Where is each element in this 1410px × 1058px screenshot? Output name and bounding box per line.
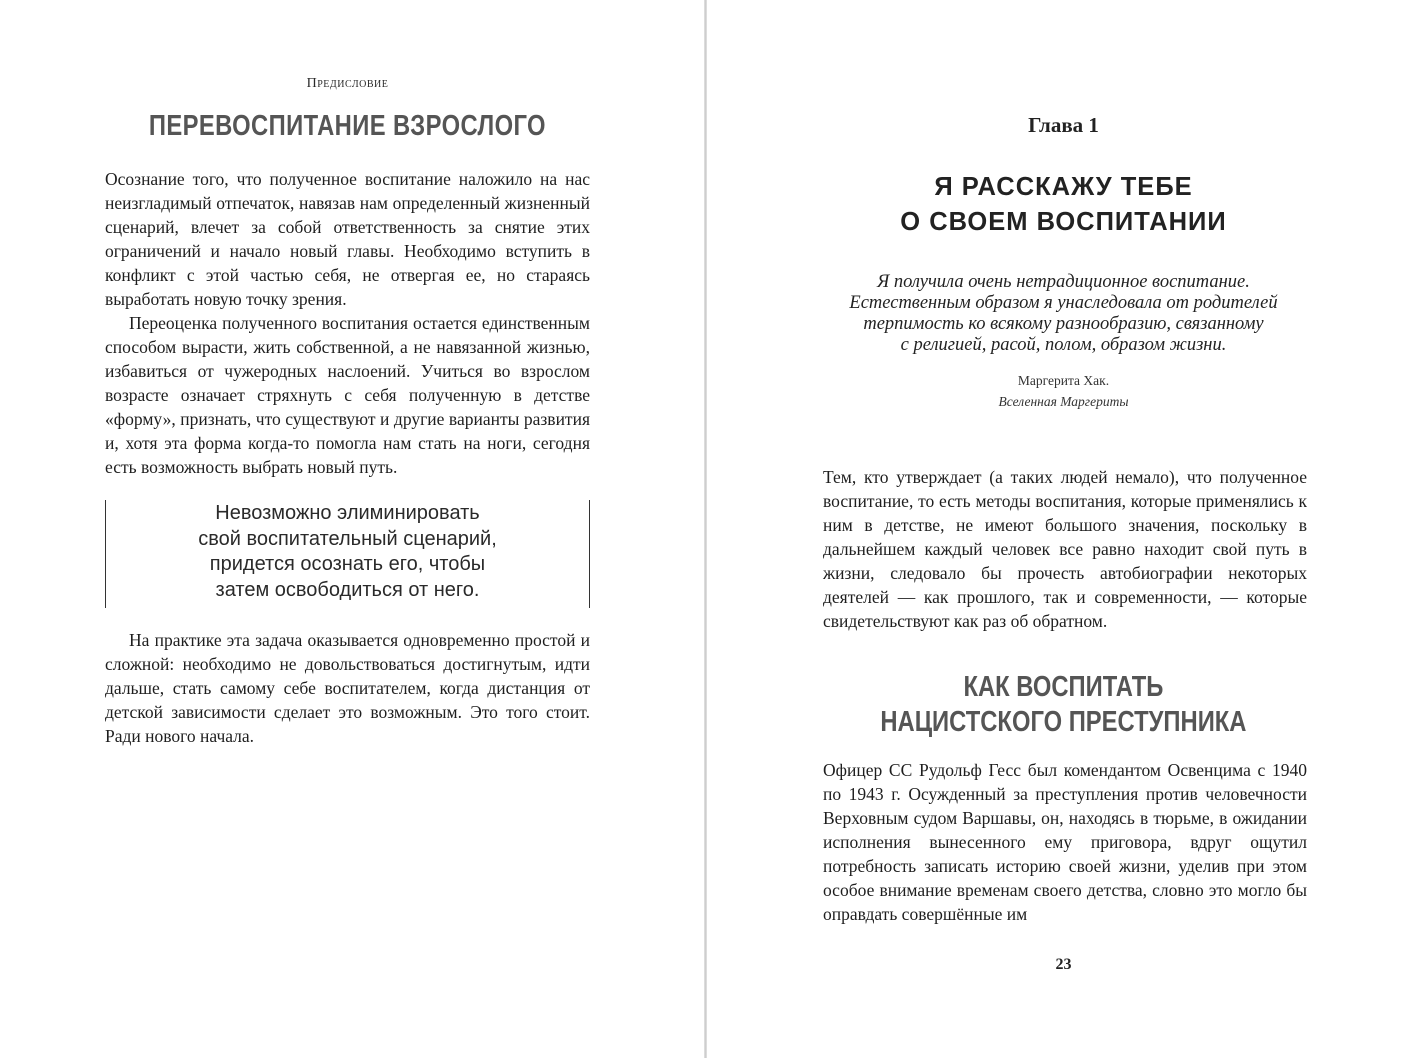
chapter-title xyxy=(707,170,1410,240)
epigraph-line: Естественным образом я унаследовала от родителей xyxy=(849,293,1278,313)
body-text xyxy=(823,758,1307,926)
pull-quote xyxy=(105,500,590,608)
epigraph-line: Я получила очень нетрадиционное воспитание. xyxy=(877,272,1250,292)
epigraph-line: с религией, расой, полом, образом жизни. xyxy=(900,335,1227,355)
chapter-title-line: Я РАССКАЖУ ТЕБЕ xyxy=(934,173,1193,201)
paragraph: Переоценка полученного воспитания остается единственным способом вырасти, жить собственной, а не навязанной жизнью, избавиться от чужеродных наслоений. Учиться во взрослом возрасте означает стряхнуть с себя полученную в детстве «форму», признать, что существуют и другие варианты развития и, хотя эта форма когда-то помогла нам стать на ноги, сегодня есть возможность выбрать новый путь. xyxy=(105,313,590,477)
pull-quote-line: Невозможно элиминировать xyxy=(215,502,480,524)
right-page xyxy=(707,0,1410,1058)
page-number: 23 xyxy=(1055,956,1072,973)
chapter-label: Глава 1 xyxy=(1028,113,1099,137)
section-title xyxy=(771,670,1356,740)
epigraph-author: Маргерита Хак. xyxy=(1017,373,1110,388)
section-title-line: НАЦИСТСКОГО ПРЕСТУПНИКА xyxy=(880,706,1247,738)
paragraph: Осознание того, что полученное воспитание наложило на нас неизгладимый отпечаток, навязав нам определенный жизненный сценарий, влечет за собой ответственность за снятие этих ограничений и начало новый главы. Необходимо вступить в конфликт с этой частью себя, не отвергая ее, но стараясь выработать новую точку зрения. xyxy=(105,169,590,309)
chapter-title-line: О СВОЕМ ВОСПИТАНИИ xyxy=(900,208,1227,236)
pull-quote-line: затем освободиться от него. xyxy=(215,578,480,601)
body-text xyxy=(105,167,590,479)
epigraph-source: Вселенная Маргериты xyxy=(998,394,1129,409)
pull-quote-line: придется осознать его, чтобы xyxy=(209,553,486,575)
section-title: ПЕРЕВОСПИТАНИЕ ВЗРОСЛОГО xyxy=(148,110,546,142)
section-title-line: КАК ВОСПИТАТЬ xyxy=(963,671,1164,703)
paragraph: Тем, кто утверждает (а таких людей немало), что полученное воспитание, то есть методы воспитания, которые применялись к ним в детстве, не имеют большого значения, поскольку в дальнейшем каждый человек все равно находит свой путь в жизни, следовало бы прочесть автобиографии некоторых деятелей — как прошлого, так и современности, — которые свидетельствуют как раз об обратном. xyxy=(823,467,1307,631)
paragraph: Офицер СС Рудольф Гесс был комендантом Освенцима с 1940 по 1943 г. Осужденный за преступления против человечности Верховным судом Варшавы, он, находясь в тюрьме, в ожидании исполнения вынесенного ему приговора, вдруг ощутил потребность записать историю своей жизни, уделив при этом особое внимание временам своего детства, словно это могло бы оправдать совершённые им xyxy=(823,760,1307,924)
body-text xyxy=(823,465,1307,633)
paragraph: На практике эта задача оказывается одновременно простой и сложной: необходимо не довольствоваться достигнутым, идти дальше, стать самому себе воспитателем, когда дистанция от детской зависимости сделает это возможным. Это того стоит. Ради нового начала. xyxy=(105,630,590,746)
epigraph-line: терпимость ко всякому разнообразию, связанному xyxy=(863,314,1264,334)
pull-quote-line: свой воспитательный сценарий, xyxy=(198,527,497,550)
running-head: Предисловие xyxy=(306,76,389,91)
epigraph xyxy=(707,272,1410,356)
body-text xyxy=(105,628,590,748)
